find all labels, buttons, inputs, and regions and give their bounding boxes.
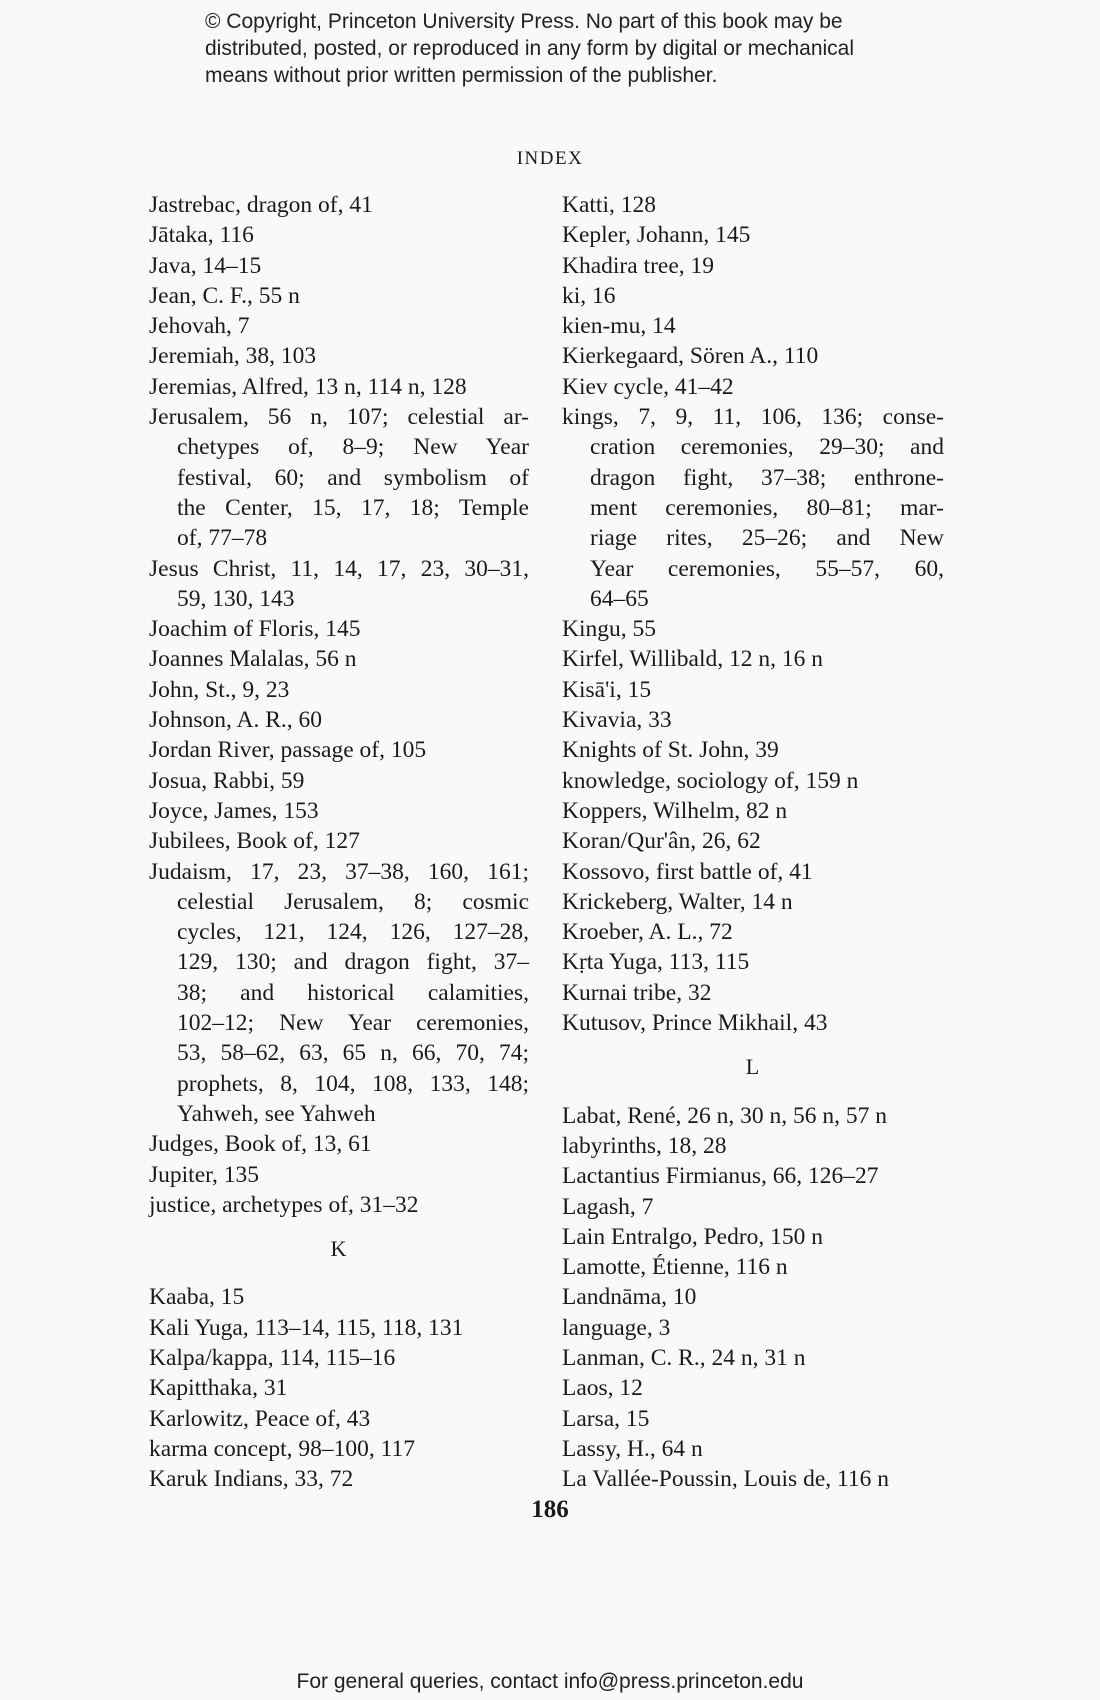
index-entry — [149, 614, 529, 644]
copyright-line: distributed, posted, or reproduced in any form by digital or mechanical — [205, 37, 855, 60]
index-entry-line: Java, 14–15 — [149, 252, 262, 279]
index-entry — [562, 1464, 944, 1494]
index-entry — [562, 1282, 944, 1312]
index-entry-line: Kṛta Yuga, 113, 115 — [562, 949, 750, 976]
index-entry-line: Joyce, James, 153 — [149, 797, 319, 824]
section-heading-l: L — [745, 1054, 761, 1080]
index-entry-line: Kapitthaka, 31 — [149, 1375, 288, 1402]
index-entry — [562, 341, 944, 371]
index-entry — [562, 857, 944, 887]
index-title: INDEX — [516, 148, 584, 169]
index-entry-line: Kivavia, 33 — [562, 707, 672, 734]
index-entry-line: Kisā'i, 15 — [562, 676, 652, 703]
index-entry-line: Lagash, 7 — [562, 1193, 654, 1220]
index-entry — [562, 190, 944, 220]
copyright-line: © Copyright, Princeton University Press. No part of this book may be — [205, 10, 843, 33]
index-entry-continuation: cycles, 121, 124, 126, 127–28, — [177, 919, 529, 946]
index-entry — [149, 402, 529, 553]
index-entry — [149, 826, 529, 856]
copyright-line: means without prior written permission of the publisher. — [205, 64, 718, 87]
index-entry-line: Judges, Book of, 13, 61 — [149, 1131, 372, 1158]
index-entry-line: Johnson, A. R., 60 — [149, 707, 323, 734]
index-entry — [562, 614, 944, 644]
index-entry-continuation: festival, 60; and symbolism of — [177, 464, 529, 491]
index-entry — [149, 857, 529, 1130]
index-entry — [149, 341, 529, 371]
index-entry — [149, 1282, 529, 1312]
index-entry-line: Jerusalem, 56 n, 107; celestial ar- — [149, 404, 529, 431]
index-entry — [562, 1161, 944, 1191]
index-entry-continuation: 38; and historical calamities, — [177, 979, 529, 1006]
index-entry-continuation: Yahweh, see Yahweh — [177, 1100, 376, 1127]
index-entry-line: Kurnai tribe, 32 — [562, 979, 712, 1006]
index-entry — [149, 766, 529, 796]
index-entry-line: Jubilees, Book of, 127 — [149, 828, 360, 855]
index-entry-continuation: prophets, 8, 104, 108, 133, 148; — [177, 1070, 529, 1097]
index-entry-line: knowledge, sociology of, 159 n — [562, 767, 859, 794]
index-entry — [562, 402, 944, 614]
index-entry-line: Laos, 12 — [562, 1375, 643, 1402]
index-entry — [562, 735, 944, 765]
index-entry-line: Kirfel, Willibald, 12 n, 16 n — [562, 646, 824, 673]
index-entry-line: Koppers, Wilhelm, 82 n — [562, 797, 788, 824]
index-entry-continuation: 59, 130, 143 — [177, 585, 295, 612]
index-entry-line: Lain Entralgo, Pedro, 150 n — [562, 1223, 824, 1250]
index-entry-line: Labat, René, 26 n, 30 n, 56 n, 57 n — [562, 1102, 888, 1129]
index-entry-continuation: of, 77–78 — [177, 525, 268, 552]
index-entry-line: Kiev cycle, 41–42 — [562, 373, 734, 400]
index-entry — [562, 1222, 944, 1252]
index-entry — [562, 311, 944, 341]
index-entry-line: Kierkegaard, Sören A., 110 — [562, 343, 819, 370]
index-entry-line: Krickeberg, Walter, 14 n — [562, 888, 793, 915]
index-entry-line: kings, 7, 9, 11, 106, 136; conse- — [562, 404, 944, 431]
index-entry — [562, 796, 944, 826]
left-column — [149, 190, 529, 1494]
index-entry-line: Larsa, 15 — [562, 1405, 650, 1432]
index-entry — [149, 735, 529, 765]
index-entry — [562, 1008, 944, 1038]
section-heading-k: K — [330, 1236, 348, 1262]
index-entry — [562, 1373, 944, 1403]
index-entry-line: Kingu, 55 — [562, 616, 656, 643]
index-entry-line: Kali Yuga, 113–14, 115, 118, 131 — [149, 1314, 464, 1341]
index-entry — [562, 917, 944, 947]
index-entry — [149, 1404, 529, 1434]
index-entry-continuation: cration ceremonies, 29–30; and — [590, 434, 944, 461]
index-entry — [149, 281, 529, 311]
index-entry-line: Kroeber, A. L., 72 — [562, 919, 733, 946]
index-entry-continuation: Year ceremonies, 55–57, 60, — [590, 555, 944, 582]
index-entry-line: Jupiter, 135 — [149, 1161, 260, 1188]
index-entry-line: justice, archetypes of, 31–32 — [149, 1191, 419, 1218]
index-entries-l — [562, 1101, 944, 1495]
index-entry — [562, 1434, 944, 1464]
index-entry-line: Jehovah, 7 — [149, 313, 250, 340]
index-entry — [149, 372, 529, 402]
index-entry — [149, 311, 529, 341]
index-entry-line: Lamotte, Étienne, 116 n — [562, 1254, 788, 1281]
index-entry-line: Landnāma, 10 — [562, 1284, 697, 1311]
index-entry — [562, 1101, 944, 1131]
index-entry — [149, 1464, 529, 1494]
index-entries-j — [149, 190, 529, 1220]
index-entries-k-continued — [562, 190, 944, 1038]
index-entry — [149, 675, 529, 705]
copyright-notice — [205, 8, 925, 89]
index-entry — [562, 1313, 944, 1343]
index-entry-continuation: 129, 130; and dragon fight, 37– — [177, 949, 529, 976]
index-entry — [562, 1252, 944, 1282]
index-entry — [562, 887, 944, 917]
index-entry — [149, 220, 529, 250]
index-entry-line: language, 3 — [562, 1314, 671, 1341]
index-entry — [149, 796, 529, 826]
index-entry-line: Kepler, Johann, 145 — [562, 222, 751, 249]
index-entry — [562, 766, 944, 796]
index-entry-continuation: dragon fight, 37–38; enthrone- — [590, 464, 944, 491]
index-entry — [562, 220, 944, 250]
index-entry-line: Lactantius Firmianus, 66, 126–27 — [562, 1163, 879, 1190]
index-entry-line: Kossovo, first battle of, 41 — [562, 858, 813, 885]
index-entry — [562, 372, 944, 402]
index-entry-line: Kutusov, Prince Mikhail, 43 — [562, 1010, 828, 1037]
index-entry — [149, 1343, 529, 1373]
index-entry-line: Lassy, H., 64 n — [562, 1435, 703, 1462]
index-entry-line: Judaism, 17, 23, 37–38, 160, 161; — [149, 858, 529, 885]
right-column — [562, 190, 944, 1494]
index-entry-line: Joachim of Floris, 145 — [149, 616, 361, 643]
index-entry-continuation: riage rites, 25–26; and New — [590, 525, 944, 552]
index-entry-continuation: the Center, 15, 17, 18; Temple — [177, 494, 529, 521]
index-entry-line: La Vallée-Poussin, Louis de, 116 n — [562, 1466, 890, 1493]
index-entry — [149, 554, 529, 615]
index-entry — [562, 281, 944, 311]
index-entry — [149, 1190, 529, 1220]
index-entry-line: Jeremiah, 38, 103 — [149, 343, 317, 370]
index-entry-line: Jeremias, Alfred, 13 n, 114 n, 128 — [149, 373, 467, 400]
index-entry — [149, 1160, 529, 1190]
index-entry — [562, 826, 944, 856]
index-entry-continuation: 64–65 — [590, 585, 649, 612]
index-entry-line: kien-mu, 14 — [562, 313, 676, 340]
index-entry — [149, 251, 529, 281]
index-entry-line: Kaaba, 15 — [149, 1284, 245, 1311]
index-entry-line: Joannes Malalas, 56 n — [149, 646, 357, 673]
index-entry — [562, 1131, 944, 1161]
index-entry — [562, 705, 944, 735]
index-entry-line: labyrinths, 18, 28 — [562, 1132, 727, 1159]
page-number: 186 — [531, 1496, 569, 1523]
index-entry-line: karma concept, 98–100, 117 — [149, 1435, 416, 1462]
index-entries-k — [149, 1282, 529, 1494]
index-entry-line: Knights of St. John, 39 — [562, 737, 779, 764]
index-entry — [149, 1434, 529, 1464]
index-entry-line: Jastrebac, dragon of, 41 — [149, 192, 373, 218]
index-entry — [149, 1313, 529, 1343]
index-entry — [562, 644, 944, 674]
index-entry — [149, 705, 529, 735]
index-entry-line: Koran/Qur'ân, 26, 62 — [562, 828, 761, 855]
index-entry-line: ki, 16 — [562, 282, 616, 309]
index-entry-continuation: 53, 58–62, 63, 65 n, 66, 70, 74; — [177, 1040, 529, 1067]
index-entry-line: Karlowitz, Peace of, 43 — [149, 1405, 371, 1432]
index-entry — [149, 1129, 529, 1159]
index-entry — [149, 190, 529, 220]
index-entry-line: Kalpa/kappa, 114, 115–16 — [149, 1344, 396, 1371]
index-entry — [562, 1192, 944, 1222]
index-entry-line: Jordan River, passage of, 105 — [149, 737, 427, 764]
index-entry-line: Josua, Rabbi, 59 — [149, 767, 305, 794]
index-entry — [149, 644, 529, 674]
index-entry — [562, 1343, 944, 1373]
index-entry-line: Jean, C. F., 55 n — [149, 282, 300, 309]
footer-contact: For general queries, contact info@press.princeton.edu — [296, 1670, 804, 1693]
index-entry-continuation: ment ceremonies, 80–81; mar- — [590, 494, 944, 521]
index-entry-continuation: celestial Jerusalem, 8; cosmic — [177, 888, 529, 915]
index-entry — [562, 1404, 944, 1434]
index-entry-line: Karuk Indians, 33, 72 — [149, 1466, 354, 1493]
index-entry — [149, 1373, 529, 1403]
index-entry-line: Lanman, C. R., 24 n, 31 n — [562, 1344, 806, 1371]
index-entry-line: Khadira tree, 19 — [562, 252, 715, 279]
index-entry-continuation: 102–12; New Year ceremonies, — [177, 1010, 529, 1037]
index-entry-line: Katti, 128 — [562, 192, 656, 218]
index-entry-line: John, St., 9, 23 — [149, 676, 290, 703]
index-entry — [562, 675, 944, 705]
index-entry — [562, 251, 944, 281]
index-entry — [562, 947, 944, 977]
index-entry — [562, 978, 944, 1008]
index-entry-continuation: chetypes of, 8–9; New Year — [177, 434, 529, 461]
index-entry-line: Jātaka, 116 — [149, 222, 254, 249]
index-entry-line: Jesus Christ, 11, 14, 17, 23, 30–31, — [149, 555, 529, 582]
